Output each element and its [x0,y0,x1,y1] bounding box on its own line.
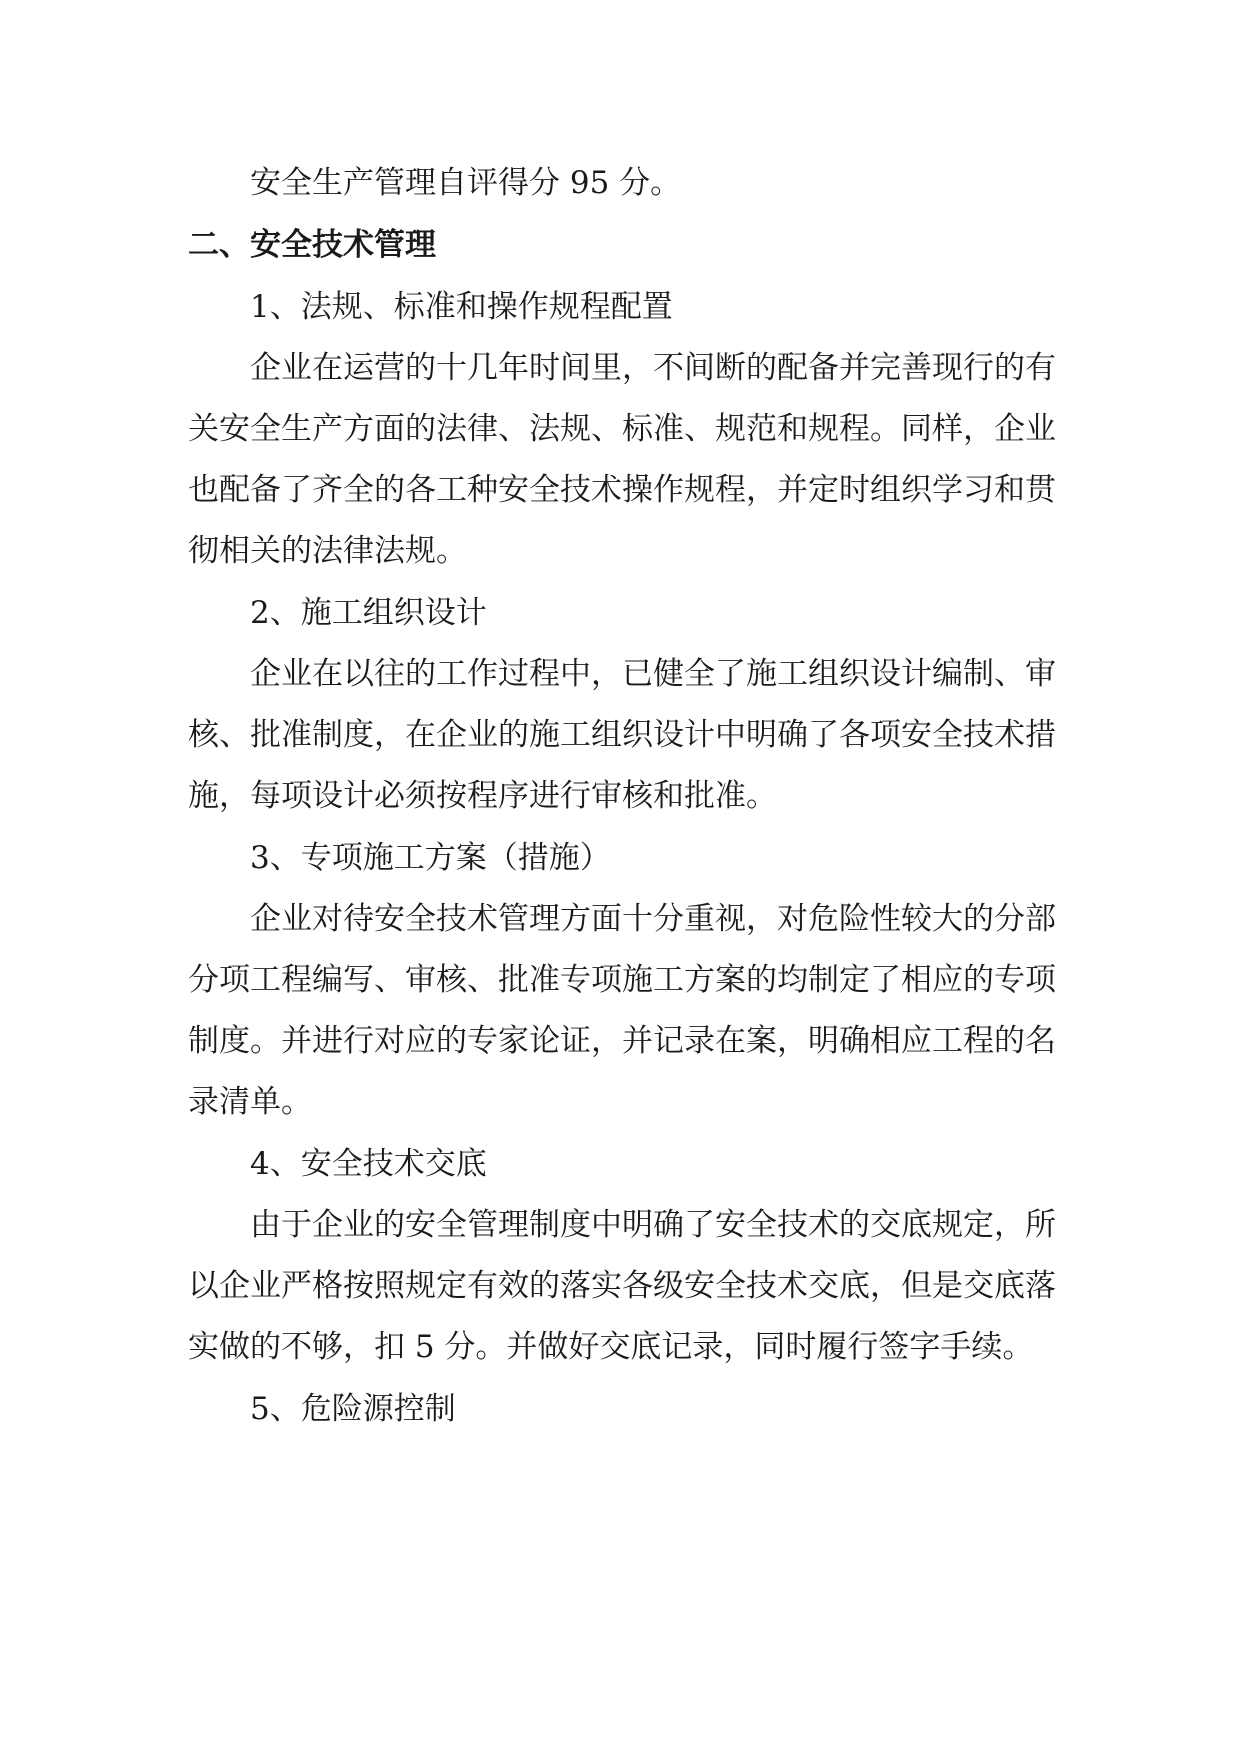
item-1-paragraph: 企业在运营的十几年时间里，不间断的配备并完善现行的有关安全生产方面的法律、法规、标准、规范和规程。同样，企业也配备了齐全的各工种安全技术操作规程，并定时组织学习和贯彻相关的法律法规。 [188,350,1056,569]
item-1-title: 1、法规、标准和操作规程配置 [250,289,673,325]
item-3-title: 3、专项施工方案（措施） [250,840,611,876]
item-2-paragraph: 企业在以往的工作过程中，已健全了施工组织设计编制、审核、批准制度，在企业的施工组织设计中明确了各项安全技术措施，每项设计必须按程序进行审核和批准。 [188,656,1056,814]
item-5-title: 5、危险源控制 [250,1391,456,1427]
item-2-title: 2、施工组织设计 [250,595,487,631]
item-3-paragraph: 企业对待安全技术管理方面十分重视，对危险性较大的分部分项工程编写、审核、批准专项施工方案的均制定了相应的专项制度。并进行对应的专家论证，并记录在案，明确相应工程的名录清单。 [188,901,1056,1120]
item-4-paragraph: 由于企业的安全管理制度中明确了安全技术的交底规定，所以企业严格按照规定有效的落实各级安全技术交底，但是交底落实做的不够，扣 5 分。并做好交底记录，同时履行签字手续。 [188,1207,1056,1365]
item-4-title: 4、安全技术交底 [250,1146,487,1182]
self-evaluation-score-line: 安全生产管理自评得分 95 分。 [250,165,682,201]
section-heading: 二、安全技术管理 [188,227,436,263]
document-body [188,152,1056,1440]
